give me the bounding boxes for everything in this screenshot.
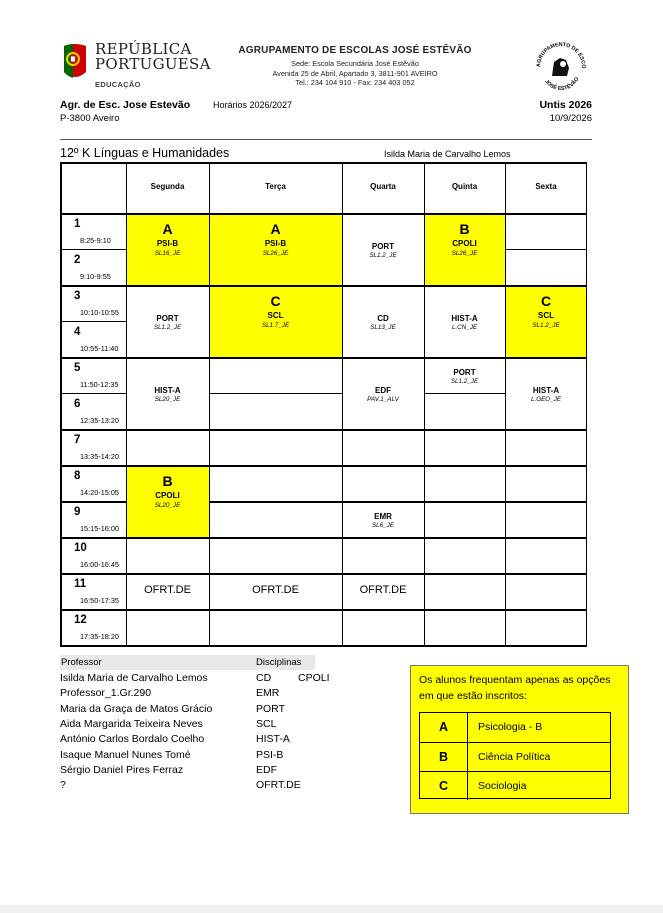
grid-line <box>505 501 587 503</box>
lesson-subject: PORT <box>371 242 395 251</box>
lesson-option: B <box>459 221 470 237</box>
grid-line <box>126 609 209 611</box>
grid-line <box>342 429 424 431</box>
grid-line <box>505 429 587 431</box>
grid-line <box>424 465 505 467</box>
grid-line <box>424 357 505 359</box>
grid-line <box>505 609 587 611</box>
professor-name: Aida Margarida Teixeira Neves <box>60 717 203 730</box>
legend-label: Ciência Política <box>478 751 551 763</box>
lesson-subject: EMR <box>374 512 392 521</box>
app-name: Untis 2026 <box>539 99 592 111</box>
grid-line <box>209 609 342 611</box>
grid-line <box>505 249 587 250</box>
professor-column-header: Professor <box>61 657 102 668</box>
legend-row <box>420 713 610 742</box>
class-teacher: Isilda Maria de Carvalho Lemos <box>384 149 511 159</box>
professor-discipline: CD <box>256 672 272 684</box>
period-time: 10:10-10:55 <box>80 308 119 317</box>
lesson-subject: HIST-A <box>532 386 560 395</box>
grid-line <box>342 501 424 503</box>
ofrt-cell[interactable]: OFRT.DE <box>144 584 191 596</box>
professor-discipline: HIST-A <box>256 733 290 746</box>
lesson-room: SL26_JE <box>262 250 289 257</box>
professor-discipline: EDF <box>256 763 277 776</box>
grid-line <box>60 249 126 250</box>
period-number: 9 <box>74 506 81 518</box>
period-number: 8 <box>74 470 81 482</box>
grid-line <box>60 357 126 359</box>
grid-line <box>209 357 342 359</box>
lesson-room: L.GEO_JE <box>530 396 562 403</box>
grid-line <box>60 213 587 215</box>
grid-line <box>60 645 126 647</box>
professor-discipline: PSI-B <box>256 748 284 761</box>
lesson-option: C <box>270 293 281 309</box>
ofrt-cell[interactable]: OFRT.DE <box>359 584 407 596</box>
period-number: 4 <box>74 326 81 338</box>
period-time: 9:10-9:55 <box>80 272 111 281</box>
grid-line <box>505 573 587 575</box>
grid-line <box>424 393 505 394</box>
svg-text:JOSÉ ESTÊVÃO: JOSÉ ESTÊVÃO <box>543 76 581 93</box>
grid-line <box>60 321 126 322</box>
legend-note: Os alunos frequentam apenas as opções em que estão inscritos: <box>419 674 611 702</box>
professor-discipline: OFRT.DE <box>256 779 301 792</box>
period-time: 8:25-9:10 <box>80 236 111 245</box>
professor-name: Sérgio Daniel Pires Ferraz <box>60 763 184 776</box>
grid-line <box>342 465 424 467</box>
period-time: 14:20-15:05 <box>80 488 119 497</box>
grid-line <box>209 573 342 575</box>
lesson-room: SL1.7_JE <box>261 322 290 329</box>
lesson-subject: PSI-B <box>264 239 287 248</box>
period-number: 6 <box>74 398 81 410</box>
period-time: 15:15-16:00 <box>80 524 119 533</box>
professor-name: Maria da Graça de Matos Grácio <box>60 702 213 715</box>
lesson-room: SL1.2_JE <box>532 322 560 329</box>
grid-line <box>342 609 424 611</box>
lesson-room: SL1.2_JE <box>450 378 479 385</box>
lesson-option: A <box>162 221 173 237</box>
org-name: Agr. de Esc. Jose Estevão <box>60 99 191 111</box>
grid-line <box>60 537 126 539</box>
school-year: Horários 2026/2027 <box>213 100 293 110</box>
grid-line <box>209 645 342 647</box>
period-number: 11 <box>74 578 87 590</box>
grid-line <box>126 573 209 575</box>
professor-name: ? <box>60 779 66 792</box>
grid-line <box>209 285 342 287</box>
lesson-subject: SCL <box>267 311 284 320</box>
professor-discipline: EMR <box>256 687 280 700</box>
legend-label: Sociologia <box>478 780 527 792</box>
grid-line <box>126 645 209 647</box>
grid-line <box>505 285 587 287</box>
grid-line <box>342 285 424 287</box>
school-letterhead: AGRUPAMENTO DE ESCOLAS JOSÉ ESTÊVÃO Sede: Escola Secundária José Estêvão Avenida 25 de Abril, Apartado 3, 3811-901 AVEIRO Tel.: 234 104 910 - Fax: 234 403 052 <box>238 45 472 87</box>
grid-line <box>424 285 505 287</box>
divider <box>60 139 592 140</box>
grid-line <box>60 465 126 467</box>
period-number: 7 <box>74 434 81 446</box>
grid-line <box>209 501 342 503</box>
professor-discipline: PORT <box>256 702 285 715</box>
period-time: 16:50-17:35 <box>80 596 119 605</box>
grid-line <box>424 573 505 575</box>
grid-line <box>424 537 505 539</box>
grid-line <box>60 501 126 503</box>
page-footer-bar <box>0 905 663 913</box>
org-city: P-3800 Aveiro <box>60 113 120 124</box>
professor-name: Isilda Maria de Carvalho Lemos <box>60 672 208 684</box>
lesson-subject: PORT <box>453 368 476 377</box>
lesson-option: A <box>270 221 281 237</box>
professor-name: Isaque Manuel Nunes Tomé <box>60 748 191 761</box>
legend-label: Psicologia - B <box>478 721 543 733</box>
grid-line <box>60 162 587 164</box>
day-header-terça: Terça <box>265 182 286 191</box>
legend-key: B <box>420 743 468 771</box>
legend-table <box>419 712 611 799</box>
lesson-subject: CD <box>377 314 389 323</box>
lesson-subject: SCL <box>538 311 554 320</box>
grid-line <box>424 501 505 503</box>
grid-line <box>126 465 209 467</box>
portugal-flag-icon <box>62 42 88 80</box>
legend-key: C <box>420 772 468 800</box>
grid-line <box>424 645 505 647</box>
lesson-subject: HIST-A <box>154 386 181 395</box>
legend-row <box>420 742 610 771</box>
lesson-option: C <box>540 293 552 309</box>
lesson-room: SL20_JE <box>154 502 181 509</box>
republic-name: REPÚBLICA PORTUGUESA <box>95 40 211 73</box>
grid-line <box>342 573 424 575</box>
grid-line <box>342 645 424 647</box>
legend-row <box>420 771 610 800</box>
grid-line <box>209 537 342 539</box>
grid-line <box>126 285 209 287</box>
lesson-subject: PSI-B <box>156 239 179 248</box>
period-time: 13:35-14:20 <box>80 452 119 461</box>
grid-line <box>505 537 587 539</box>
grid-line <box>424 429 505 431</box>
lesson-room: SL1.2_JE <box>369 252 397 259</box>
period-number: 12 <box>74 614 87 626</box>
grid-line <box>60 609 126 611</box>
period-number: 3 <box>74 290 81 302</box>
grid-line <box>60 393 126 394</box>
grid-line <box>505 357 587 359</box>
day-header-quarta: Quarta <box>370 182 396 191</box>
lesson-subject: PORT <box>156 314 179 323</box>
lesson-room: SL1.2_JE <box>153 324 182 331</box>
grid-line <box>60 285 126 287</box>
period-time: 10:55-11:40 <box>80 344 119 353</box>
svg-text:AGRUPAMENTO DE ESCOLAS: AGRUPAMENTO DE ESCO <box>535 41 587 69</box>
grid-line <box>209 429 342 431</box>
period-number: 5 <box>74 362 81 374</box>
print-date: 10/9/2026 <box>549 113 592 124</box>
grid-line <box>209 465 342 467</box>
disciplines-column-header: Disciplinas <box>256 657 302 668</box>
lesson-room: L.CN_JE <box>451 324 478 331</box>
grid-line <box>126 429 209 431</box>
school-seal-icon <box>532 38 590 96</box>
lesson-subject: HIST-A <box>451 314 478 323</box>
ofrt-cell[interactable]: OFRT.DE <box>252 584 299 596</box>
grid-line <box>126 357 209 359</box>
grid-line <box>60 429 126 431</box>
grid-line <box>505 465 587 467</box>
professor-discipline: SCL <box>256 717 277 730</box>
period-time: 11:50-12:35 <box>80 380 119 389</box>
class-title: 12º K Línguas e Humanidades <box>60 146 230 160</box>
republic-subtitle: EDUCAÇÃO <box>95 80 141 89</box>
grid-line <box>424 609 505 611</box>
period-time: 16:00-16:45 <box>80 560 119 569</box>
professor-discipline-secondary: CPOLI <box>298 672 330 684</box>
period-number: 1 <box>74 218 81 230</box>
day-header-segunda: Segunda <box>150 182 185 191</box>
grid-line <box>209 393 342 394</box>
grid-line <box>60 573 126 575</box>
grid-line <box>126 537 209 539</box>
lesson-room: PAV.1_ALV <box>367 396 399 403</box>
period-number: 2 <box>74 254 81 266</box>
options-legend <box>410 665 629 814</box>
lesson-room: SL16_JE <box>154 250 181 257</box>
grid-line <box>342 357 424 359</box>
grid-line <box>342 537 424 539</box>
period-number: 10 <box>74 542 87 554</box>
legend-key: A <box>420 713 468 742</box>
lesson-option: B <box>162 473 173 489</box>
lesson-subject: CPOLI <box>452 239 477 248</box>
period-time: 17:35-18:20 <box>80 632 119 641</box>
professors-header <box>60 655 315 670</box>
period-time: 12:35-13:20 <box>80 416 119 425</box>
timetable-grid <box>60 162 587 652</box>
day-header-sexta: Sexta <box>535 182 557 191</box>
lesson-room: SL13_JE <box>370 324 396 331</box>
lesson-room: SL6_JE <box>371 522 395 529</box>
lesson-room: SL26_JE <box>451 250 478 257</box>
professor-name: António Carlos Bordalo Coelho <box>60 733 205 746</box>
lesson-subject: CPOLI <box>155 491 180 500</box>
day-header-quinta: Quinta <box>451 182 478 191</box>
lesson-room: SL20_JE <box>154 396 181 403</box>
grid-line <box>505 645 587 647</box>
lesson-subject: EDF <box>375 386 391 395</box>
professor-name: Professor_1.Gr.290 <box>60 687 152 700</box>
